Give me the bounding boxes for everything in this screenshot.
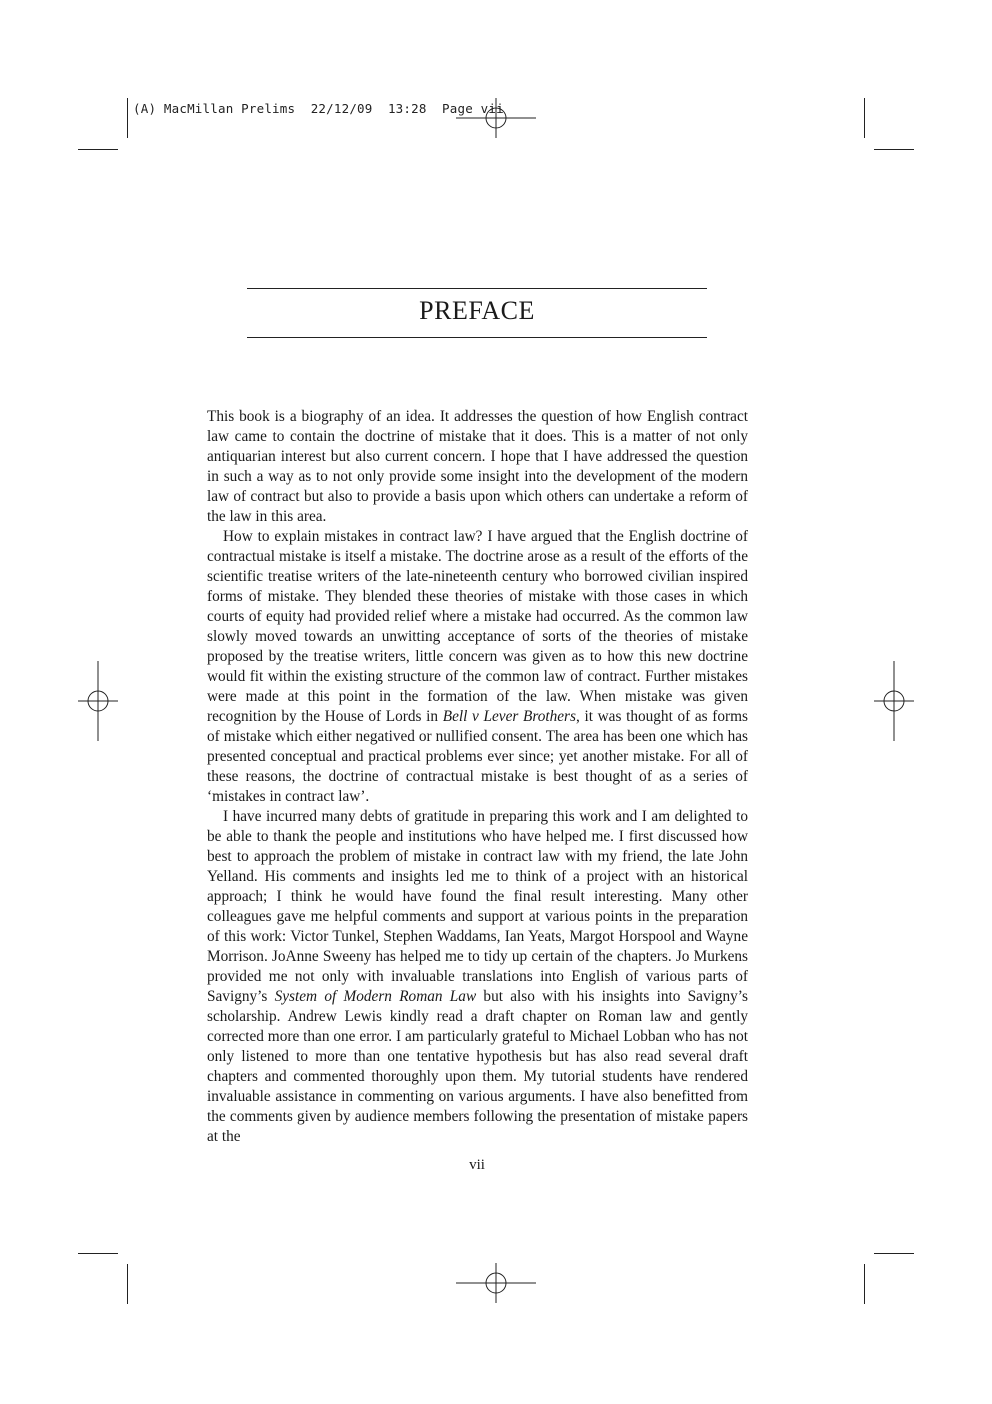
paragraph-1 xyxy=(207,407,748,527)
crop-mark-top-right-horizontal xyxy=(874,149,914,150)
chapter-title: PREFACE xyxy=(419,296,535,325)
case-name-italic: Bell v Lever Brothers xyxy=(442,708,576,725)
paragraph-2 xyxy=(207,527,748,807)
paragraph-2-text-a: How to explain mistakes in contract law? I have argued that the English doctrine of contractual mistake is itself a mistake. The doctrine arose as a result of the efforts of the scientific treatise writers of the late-nineteenth century who borrowed civilian inspired forms of mistake. They blended these theories of mistake with those cases in which courts of equity had provided relief where a mistake had occurred. As the common law slowly moved towards an unwitting acceptance of sorts of the theories of mistake proposed by the treatise writers, little concern was given as to how this new doctrine would fit within the existing structure of the common law of contract. Further mistakes were made at this point in the formation of the law. When mistake was given recognition by the House of Lords in xyxy=(207,528,748,725)
crop-mark-top-left-vertical xyxy=(127,98,128,138)
crop-mark-bottom-left-vertical xyxy=(127,1264,128,1304)
printer-slug: (A) MacMillan Prelims 22/12/09 13:28 Page vii xyxy=(133,101,504,116)
title-rule-top xyxy=(247,288,707,289)
registration-mark-top-icon xyxy=(456,98,536,138)
crop-mark-bottom-right-vertical xyxy=(864,1264,865,1304)
page-number: vii xyxy=(469,1157,485,1173)
registration-mark-right-icon xyxy=(874,661,914,741)
crop-mark-top-left-horizontal xyxy=(78,149,118,150)
paragraph-1-text: This book is a biography of an idea. It addresses the question of how English contract law came to contain the doctrine of mistake that it does. This is a matter of not only antiquarian interest but also current concern. I hope that I have addressed the question in such a way as to not only provide some insight into the development of the modern law of contract but also to provide a basis upon which others can undertake a reform of the law in this area. xyxy=(207,408,748,525)
paragraph-3 xyxy=(207,807,748,1147)
registration-mark-left-icon xyxy=(78,661,118,741)
paragraph-3-text-b: but also with his insights into Savigny’s scholarship. Andrew Lewis kindly read a draft chapter on Roman law and gently corrected more than one error. I am particularly grateful to Michael Lobban who has not only listened to more than one tentative hypothesis but has also read several draft chapters and commented thoroughly upon them. My tutorial students have rendered invaluable assistance in commenting on various arguments. I have also benefitted from the comments given by audience members following the presentation of mistake papers at the xyxy=(207,988,748,1145)
paragraph-3-text-a: I have incurred many debts of gratitude in preparing this work and I am delighted to be able to thank the people and institutions who have helped me. I first discussed how best to approach the problem of mistake in contract law with my friend, the late John Yelland. His comments and insights led me to think of a project with an historical approach; I think he would have found the final result interesting. Many other colleagues gave me helpful comments and support at various points in the preparation of this work: Victor Tunkel, Stephen Waddams, Ian Yeats, Margot Horspool and Wayne Morrison. JoAnne Sweeny has helped me to tidy up certain of the chapters. Jo Murkens provided me not only with invaluable translations into English of various parts of Savigny’s xyxy=(207,808,748,1005)
registration-mark-bottom-icon xyxy=(456,1263,536,1303)
crop-mark-top-right-vertical xyxy=(864,98,865,138)
book-title-italic: System of Modern Roman Law xyxy=(274,988,477,1005)
paragraph-2-text-b: , it was thought of as forms of mistake which either negatived or nullified consent. The area has been one which has presented conceptual and practical problems ever since; yet another mistake. For all of these reasons, the doctrine of contractual mistake is best thought of as a series of ‘mistakes in contract law’. xyxy=(207,708,748,805)
title-rule-bottom xyxy=(247,337,707,338)
crop-mark-bottom-left-horizontal xyxy=(78,1253,118,1254)
crop-mark-bottom-right-horizontal xyxy=(874,1253,914,1254)
body-text xyxy=(207,407,748,1147)
